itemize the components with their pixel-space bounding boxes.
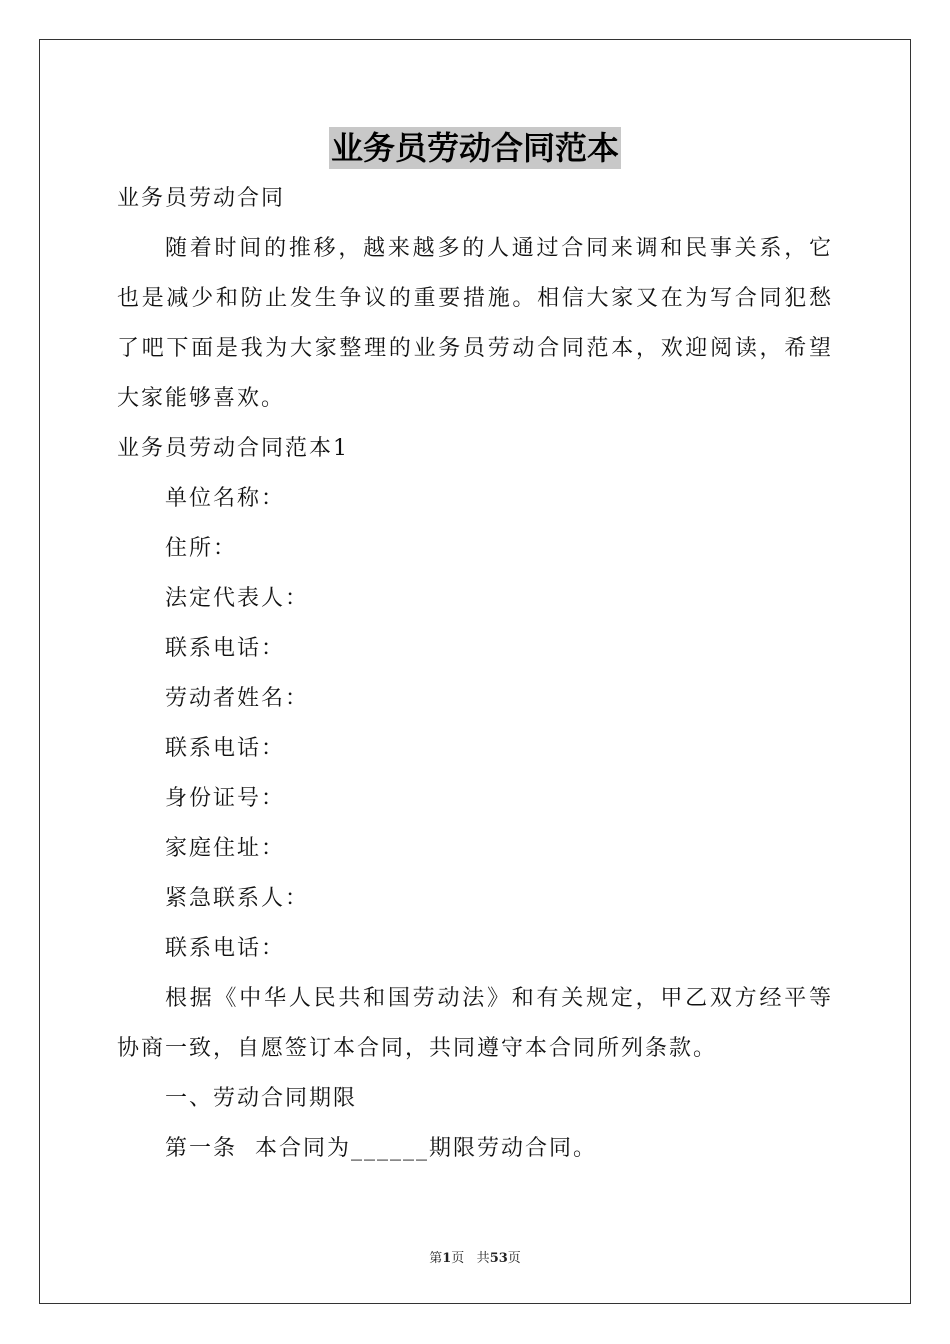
- field-emergency-contact: 紧急联系人：: [165, 886, 310, 911]
- field-emergency-phone: 联系电话：: [165, 936, 286, 961]
- article-one: 第一条 本合同为______期限劳动合同。: [165, 1136, 597, 1161]
- footer-page-number: 1: [442, 1251, 452, 1266]
- field-worker-phone: 联系电话：: [165, 736, 286, 761]
- field-unit-name: 单位名称：: [165, 486, 286, 511]
- footer-prefix: 第: [429, 1251, 443, 1266]
- document-body: [117, 174, 833, 1174]
- footer-total-pages: 53: [489, 1251, 508, 1266]
- field-legal-rep: 法定代表人：: [165, 586, 310, 611]
- section-heading: 业务员劳动合同范本1: [117, 436, 349, 461]
- title-wrap: [0, 127, 950, 169]
- footer-total-suffix: 页: [507, 1251, 521, 1266]
- field-home-address: 家庭住址：: [165, 836, 286, 861]
- intro-paragraph: 随着时间的推移，越来越多的人通过合同来调和民事关系，它也是减少和防止发生争议的重要措施。相信大家又在为写合同犯愁了吧下面是我为大家整理的业务员劳动合同范本，欢迎阅读，希望大家能够喜欢。: [117, 236, 833, 411]
- footer-page-suffix: 页: [451, 1251, 465, 1266]
- chapter-one-heading: 一、劳动合同期限: [165, 1086, 358, 1111]
- field-phone: 联系电话：: [165, 636, 286, 661]
- basis-paragraph: 根据《中华人民共和国劳动法》和有关规定，甲乙双方经平等协商一致，自愿签订本合同，共同遵守本合同所列条款。: [117, 986, 833, 1061]
- field-address: 住所：: [165, 536, 238, 561]
- footer-total-prefix: 共: [476, 1251, 490, 1266]
- subtitle: 业务员劳动合同: [117, 186, 286, 211]
- field-id-number: 身份证号：: [165, 786, 286, 811]
- document-title: 业务员劳动合同范本: [330, 129, 619, 167]
- field-worker-name: 劳动者姓名：: [165, 686, 310, 711]
- page-footer: [0, 1247, 950, 1266]
